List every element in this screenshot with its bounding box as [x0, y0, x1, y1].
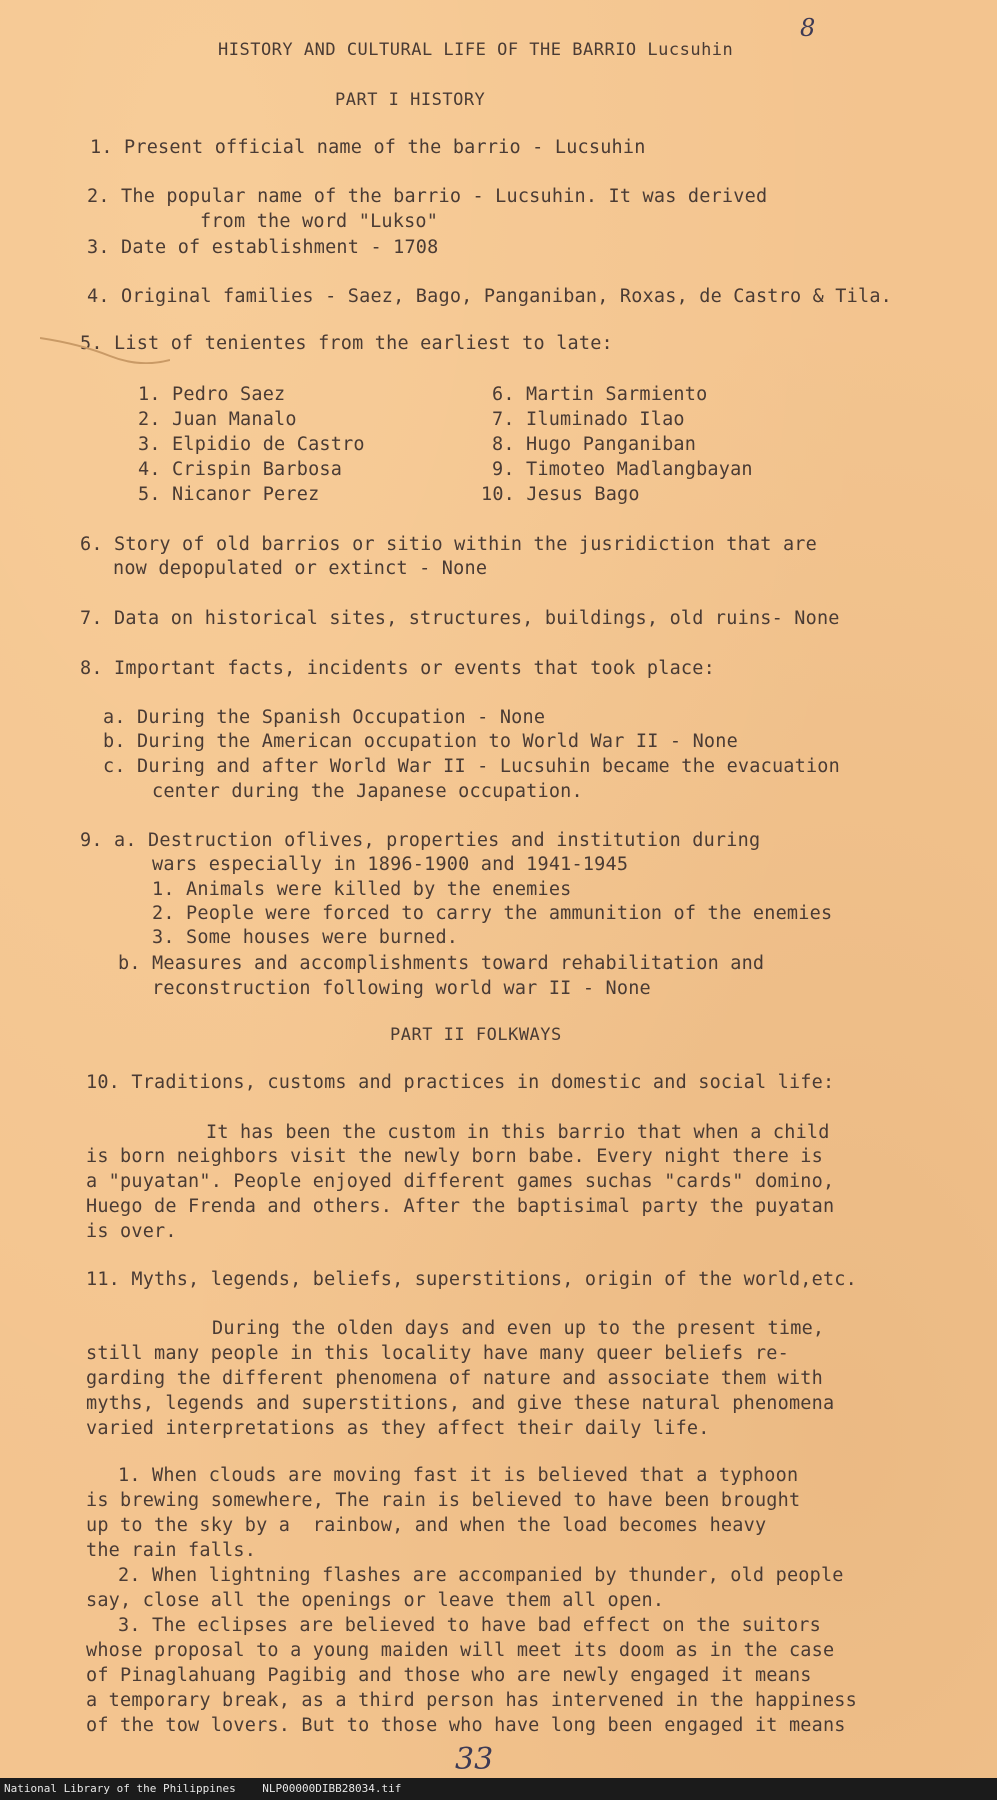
belief-1-line4: the rain falls.	[86, 1540, 257, 1561]
part2-heading: PART II FOLKWAYS	[390, 1025, 562, 1045]
item-8c-line2: center during the Japanese occupation.	[152, 781, 583, 802]
item-6-line1: 6. Story of old barrios or sitio within the jusridiction that are	[80, 534, 817, 555]
item-5: 5. List of tenientes from the earliest to late:	[80, 333, 613, 354]
belief-1-line1: 1. When clouds are moving fast it is believed that a typhoon	[118, 1465, 799, 1486]
item-4: 4. Original families - Saez, Bago, Panganiban, Roxas, de Castro & Tila.	[87, 286, 892, 307]
teniente-9: 9. Timoteo Madlangbayan	[492, 459, 753, 480]
belief-1-line3: up to the sky by a rainbow, and when the load becomes heavy	[86, 1515, 767, 1536]
belief-3-line4: a temporary break, as a third person has intervened in the happiness	[86, 1690, 857, 1711]
item-9a-point2: 2. People were forced to carry the ammunition of the enemies	[152, 903, 833, 924]
belief-2-line1: 2. When lightning flashes are accompanied by thunder, old people	[118, 1565, 844, 1586]
item-2-line1: 2. The popular name of the barrio - Lucsuhin. It was derived	[87, 186, 768, 207]
item-3: 3. Date of establishment - 1708	[87, 237, 439, 258]
item-10-para-line2: is born neighbors visit the newly born babe. Every night there is	[86, 1146, 823, 1167]
item-11: 11. Myths, legends, beliefs, superstitions, origin of the world,etc.	[86, 1269, 857, 1290]
item-9a-point1: 1. Animals were killed by the enemies	[152, 879, 572, 900]
teniente-7: 7. Iluminado Ilao	[492, 409, 685, 430]
belief-3-line1: 3. The eclipses are believed to have bad effect on the suitors	[118, 1615, 821, 1636]
teniente-8: 8. Hugo Panganiban	[492, 434, 697, 455]
item-9b-line2: reconstruction following world war II - None	[152, 978, 651, 999]
teniente-2: 2. Juan Manalo	[138, 409, 297, 430]
item-10-para-line4: Huego de Frenda and others. After the baptisimal party the puyatan	[86, 1196, 835, 1217]
item-6-line2: now depopulated or extinct - None	[113, 558, 488, 579]
item-8: 8. Important facts, incidents or events that took place:	[80, 658, 715, 679]
belief-1-line2: is brewing somewhere, The rain is believed to have been brought	[86, 1490, 801, 1511]
item-11-para-line5: varied interpretations as they affect their daily life.	[86, 1418, 710, 1439]
item-10-para-line3: a "puyatan". People enjoyed different games suchas "cards" domino,	[86, 1171, 835, 1192]
belief-2-line2: say, close all the openings or leave them all open.	[86, 1590, 665, 1611]
page-mark: 8	[800, 14, 816, 42]
paper-tear-mark	[40, 334, 170, 364]
item-1: 1. Present official name of the barrio - Lucsuhin	[90, 137, 646, 158]
teniente-4: 4. Crispin Barbosa	[138, 459, 343, 480]
item-10-para-line1: It has been the custom in this barrio that when a child	[206, 1122, 830, 1143]
item-11-para-line3: garding the different phenomena of nature and associate them with	[86, 1368, 823, 1389]
teniente-10: 10. Jesus Bago	[481, 484, 640, 505]
belief-3-line2: whose proposal to a young maiden will meet its doom as in the case	[86, 1640, 835, 1661]
item-8a: a. During the Spanish Occupation - None	[103, 707, 546, 728]
item-11-para-line1: During the olden days and even up to the present time,	[212, 1318, 825, 1339]
teniente-5: 5. Nicanor Perez	[138, 484, 320, 505]
item-10: 10. Traditions, customs and practices in domestic and social life:	[86, 1072, 835, 1093]
item-11-para-line4: myths, legends and superstitions, and give these natural phenomena	[86, 1393, 835, 1414]
teniente-6: 6. Martin Sarmiento	[492, 384, 708, 405]
belief-3-line3: of Pinaglahuang Pagibig and those who are newly engaged it means	[86, 1665, 812, 1686]
belief-3-line5: of the tow lovers. But to those who have long been engaged it means	[86, 1715, 846, 1736]
item-8c-line1: c. During and after World War II - Lucsuhin became the evacuation	[103, 756, 840, 777]
page-number: 33	[455, 1742, 494, 1777]
item-9a-point3: 3. Some houses were burned.	[152, 927, 459, 948]
item-9b-line1: b. Measures and accomplishments toward rehabilitation and	[118, 953, 765, 974]
item-7: 7. Data on historical sites, structures, buildings, old ruins- None	[80, 608, 840, 629]
item-10-para-line5: is over.	[86, 1221, 177, 1242]
item-11-para-line2: still many people in this locality have many queer beliefs re-	[86, 1343, 789, 1364]
part1-heading: PART I HISTORY	[335, 90, 486, 110]
teniente-1: 1. Pedro Saez	[138, 384, 286, 405]
document-title: HISTORY AND CULTURAL LIFE OF THE BARRIO Lucsuhin	[218, 40, 734, 60]
item-2-line2: from the word "Lukso"	[200, 211, 439, 232]
item-9a-line2: wars especially in 1896-1900 and 1941-1945	[152, 854, 629, 875]
scan-footer: National Library of the Philippines NLP00000DIBB28034.tif	[0, 1778, 997, 1800]
item-9a-line1: 9. a. Destruction oflives, properties and institution during	[80, 830, 761, 851]
teniente-3: 3. Elpidio de Castro	[138, 434, 365, 455]
item-8b: b. During the American occupation to World War II - None	[103, 731, 738, 752]
